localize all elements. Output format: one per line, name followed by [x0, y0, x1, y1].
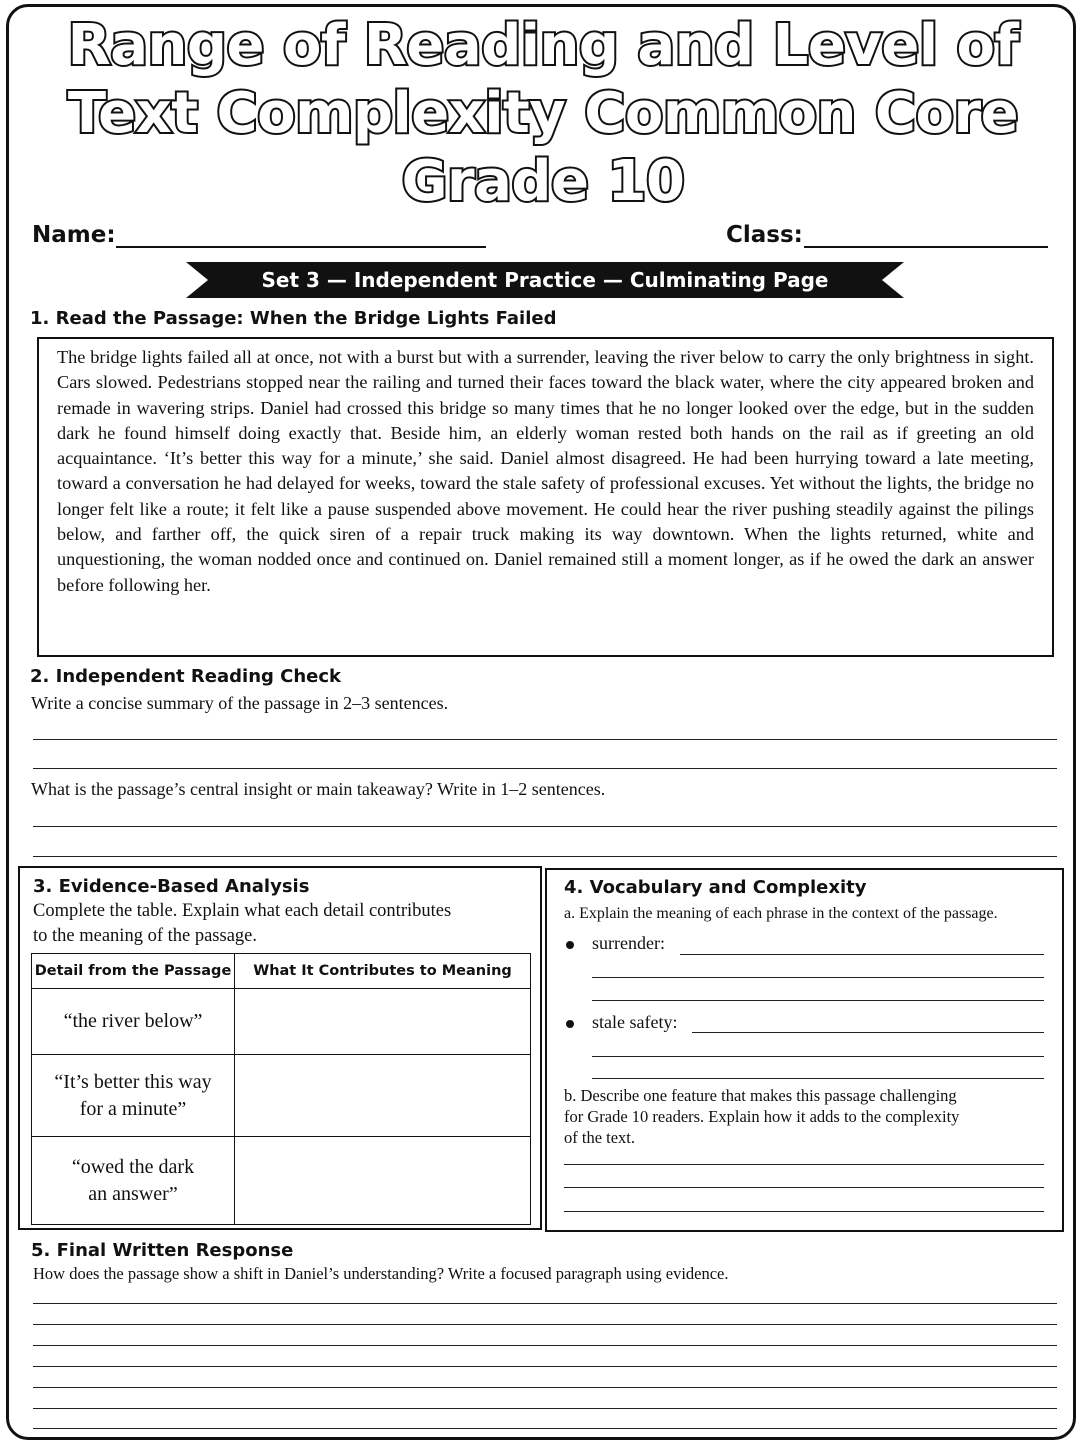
title-line-2: Text Complexity Common Core [67, 81, 1019, 146]
section1-heading: 1. Read the Passage: When the Bridge Lights Failed [30, 308, 557, 329]
part-b-answer-line-3[interactable] [564, 1211, 1044, 1212]
stale-safety-answer-line-1[interactable] [692, 1032, 1044, 1033]
name-label: Name: [32, 222, 116, 248]
section5-prompt: How does the passage show a shift in Daniel’s understanding? Write a focused paragraph using evidence. [33, 1264, 729, 1283]
title-line-1: Range of Reading and Level of [67, 13, 1019, 78]
contribution-cell[interactable] [235, 1055, 531, 1137]
part-b-prompt-line-1: b. Describe one feature that makes this passage challenging [564, 1086, 957, 1105]
stale-safety-answer-line-2[interactable] [592, 1056, 1044, 1057]
section2-heading: 2. Independent Reading Check [30, 666, 342, 687]
passage-box [37, 337, 1054, 657]
summary-answer-line-2[interactable] [33, 768, 1057, 769]
evidence-table [31, 953, 531, 1225]
detail-text-line-1: “owed the dark [71, 1155, 195, 1178]
summary-prompt: Write a concise summary of the passage in 2–3 sentences. [31, 693, 449, 713]
response-line-2[interactable] [33, 1324, 1057, 1325]
summary-answer-line-1[interactable] [33, 739, 1057, 740]
insight-prompt: What is the passage’s central insight or main takeaway? Write in 1–2 sentences. [31, 779, 606, 799]
response-line-7[interactable] [33, 1428, 1057, 1429]
section4-heading: 4. Vocabulary and Complexity [564, 877, 867, 898]
response-line-3[interactable] [33, 1345, 1057, 1346]
surrender-answer-line-3[interactable] [592, 1000, 1044, 1001]
passage-text: The bridge lights failed all at once, not with a burst but with a surrender, leaving the river below to carry the only brightness in sight. Cars slowed. Pedestrians stopped near the railing and turned their faces toward the black water, where the city appeared broken and remade in wavering strips. Daniel had crossed this bridge so many times that he no longer looked over the edge, but in the sudden dark he found himself doing exactly that. Beside him, an elderly woman rested both hands on the rail as if greeting an old acquaintance. ‘It’s better this way for a minute,’ she said. Daniel almost disagreed. He had been hurrying toward a late meeting, toward a conversation he had delayed for weeks, toward the stale safety of professional excuses. Yet without the lights, the bridge no longer felt like a route; it felt like a pause suspended above movement. He could hear the river pushing steadily against the pilings below, and farther off, the quick siren of a repair truck making its way downtown. When the lights returned, white and unquestioning, the woman nodded once and continued on. Daniel remained still a moment longer, as if he owed the dark an answer before following her. [57, 347, 1034, 595]
section3-instructions-line-1: Complete the table. Explain what each detail contributes [33, 901, 452, 921]
detail-text-line-2: for a minute” [79, 1097, 187, 1120]
stale-safety-answer-line-3[interactable] [592, 1078, 1044, 1079]
surrender-answer-line-1[interactable] [680, 954, 1044, 955]
set-banner [186, 262, 904, 298]
part-b-answer-line-1[interactable] [564, 1164, 1044, 1165]
bullet-icon [566, 941, 574, 949]
contribution-cell[interactable] [235, 1137, 531, 1225]
table-row [32, 1137, 531, 1225]
part-b-prompt-line-2: for Grade 10 readers. Explain how it adds to the complexity [564, 1107, 960, 1126]
section5-heading: 5. Final Written Response [31, 1240, 294, 1261]
table-row [32, 1055, 531, 1137]
class-label: Class: [726, 222, 803, 248]
insight-answer-line-1[interactable] [33, 826, 1057, 827]
section3-heading: 3. Evidence-Based Analysis [33, 876, 310, 897]
section3-instructions-line-2: to the meaning of the passage. [33, 926, 257, 946]
response-line-1[interactable] [33, 1303, 1057, 1304]
detail-cell [32, 1055, 235, 1137]
detail-text-line-2: an answer” [88, 1182, 178, 1205]
response-line-5[interactable] [33, 1387, 1057, 1388]
term-stale-safety: stale safety: [592, 1012, 678, 1032]
contribution-cell[interactable] [235, 989, 531, 1055]
title-line-3: Grade 10 [401, 149, 685, 214]
detail-text-line-1: “It’s better this way [54, 1070, 212, 1093]
response-line-6[interactable] [33, 1408, 1057, 1409]
table-row [32, 989, 531, 1055]
response-line-4[interactable] [33, 1366, 1057, 1367]
table-header-row [32, 954, 531, 989]
name-field[interactable] [116, 246, 486, 248]
banner-text: Set 3 — Independent Practice — Culminating Page [261, 268, 829, 292]
term-surrender: surrender: [592, 933, 665, 953]
detail-text-line-1: “the river below” [63, 1010, 203, 1032]
column-header-contribution: What It Contributes to Meaning [235, 954, 531, 989]
bullet-icon [566, 1020, 574, 1028]
surrender-answer-line-2[interactable] [592, 977, 1044, 978]
part-b-answer-line-2[interactable] [564, 1187, 1044, 1188]
detail-cell [32, 989, 235, 1055]
class-field[interactable] [804, 246, 1048, 248]
part-a-prompt: a. Explain the meaning of each phrase in the context of the passage. [564, 905, 998, 922]
detail-cell [32, 1137, 235, 1225]
part-b-prompt-line-3: of the text. [564, 1128, 636, 1147]
insight-answer-line-2[interactable] [33, 856, 1057, 857]
column-header-detail: Detail from the Passage [32, 954, 235, 989]
